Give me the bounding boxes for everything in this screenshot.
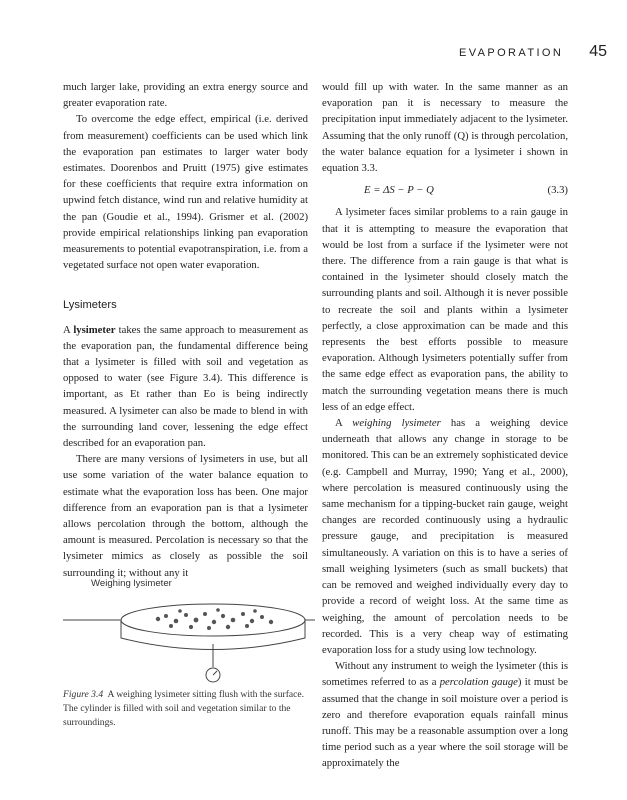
paragraph: much larger lake, providing an extra energy source and greater evaporation rate. <box>63 81 308 110</box>
paragraph <box>322 415 568 658</box>
caption-text: A weighing lysimeter sitting flush with the surface. The cylinder is filled with soil and vegetation similar to the surroundings. <box>63 689 305 729</box>
equation-number: (3.3) <box>547 184 568 197</box>
key-term: lysimeter <box>73 323 116 336</box>
key-term: percolation gauge <box>439 676 518 689</box>
chapter-title: EVAPORATION <box>458 47 564 59</box>
left-column <box>63 79 308 581</box>
lysimeter-diagram <box>63 591 315 687</box>
running-header <box>459 43 607 61</box>
equation-formula: E = ΔS − P − Q <box>364 184 434 197</box>
equation <box>322 182 568 198</box>
paragraph: A lysimeter faces similar problems to a rain gauge in that it is attempting to measure the evaporation that would be lost from a surface if the lysimeter were not there. The difference from a rain gauge is that what is contained in the lysimeter should closely match the surrounding plants and soil. Although it is never possible to recreate the soil and plants within a lysimeter perfectly, a close approximation can be made and this represents the best efforts possible to measure evaporation. Although lysimeters potentially suffer from the same edge effect as evaporation pans, the ability to match the surrounding vegetation means there is much less of an edge effect. <box>322 206 568 413</box>
paragraph: There are many versions of lysimeters in use, but all use some variation of the water balance equation to estimate what the evaporation loss has been. One major difference from an evaporation pan is that a lysimeter allows percolation through the bottom, although the amount is measured. Percolation is necessary so that the lysimeter mimics as closely as possible the soil surrounding it; without any it <box>63 453 308 579</box>
right-column <box>322 79 568 772</box>
text: A <box>63 323 74 336</box>
text: has a weighing device underneath that allows any change in storage to be monitored. This can be an extremely sophisticated device (e.g. Campbell and Murray, 1990; Yang et al., 2000), where percolation is measured continuously using the same mechanism for a tipping-bucket rain gauge, weight changes are recorded continuously using a hydraulic pressure gauge, and precipitation is measured simultaneously. A variation on this is to have a series of small weighing lysimeters (such as small buckets) that can be removed and weighed individually every day to provide a record of weight loss. At the same time as weighing, the amount of percolation needs to be recorded. This is a very cheap way of estimating evaporation loss for a study using low technology. <box>322 417 568 656</box>
figure <box>63 578 315 687</box>
paragraph <box>63 322 308 452</box>
figure-label: Weighing lysimeter <box>91 578 172 589</box>
text: takes the same approach to measurement as the evaporation pan, the fundamental difference being that a lysimeter is filled with soil and vegetation as opposed to water (see Figure 3.4). This difference is important, as Et rather than Eo is being indirectly measured. A lysimeter can also be made to blend in with the surrounding land cover, lessening the edge effect described for an evaporation pan. <box>63 323 308 450</box>
text: A <box>335 417 353 430</box>
paragraph <box>322 658 568 771</box>
figure-caption <box>63 688 309 731</box>
paragraph: would fill up with water. In the same manner as an evaporation pan it is necessary to measure the precipitation input immediately adjacent to the lysimeter. Assuming that the only runoff (Q) is through percolation, the water balance equation for a lysimeter i shown in equation 3.3. <box>322 81 568 175</box>
caption-label: Figure 3.4 <box>63 689 104 700</box>
key-term: weighing lysimeter <box>352 417 441 430</box>
paragraph: To overcome the edge effect, empirical (i.e. derived from measurement) coefficients can be used which link the evaporation pan estimates to larger water body estimates. Doorenbos and Pruitt (1975) give estimates for these coefficients that require extra information on upwind fetch distance, wind run and relative humidity at the pan (Goudie et al., 1994). Grismer et al. (2002) provide empirical relationships linking pan evaporation measurements to potential evapotranspiration, i.e. from a vegetated surface not open water evaporation. <box>63 113 308 272</box>
text: Without any instrument to weigh the lysimeter (this is sometimes referred to as a <box>322 660 568 689</box>
section-heading: Lysimeters <box>63 299 117 312</box>
text: ) it must be assumed that the change in soil moisture over a period is zero and therefore evaporation equals rainfall minus runoff. This may be a reasonable assumption over a long time period such as a year where the soil storage will be approximately the <box>322 676 569 770</box>
lysimeter-top <box>121 604 305 636</box>
page-number: 45 <box>589 43 607 60</box>
